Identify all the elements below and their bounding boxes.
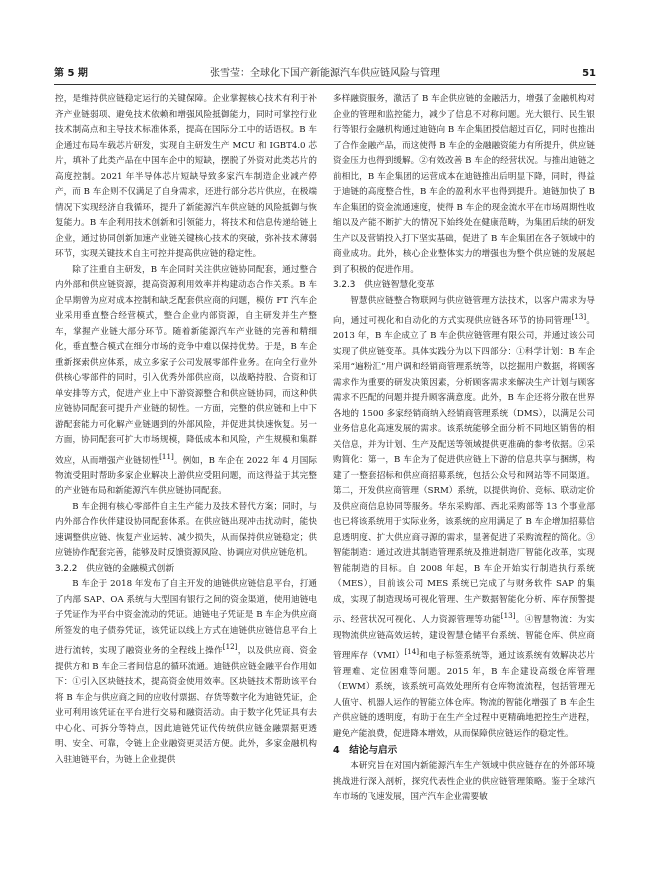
paragraph-text: 和电子标签系统等，通过该系统有效解决芯片管理难、定位困难等问题。2015 年，B 车企建设高级仓库管理（EWM）系统，该系统可高效处理所有仓库物流流程，包括管理无人值守、机器人运作的智能立体仓库。物流的智能化增强了 B 车企生产供应链的透明度，有助于在生产全过程中更精确地把控生产进程，避免产能浪费，促进降本增效，从而保障供应链运作的稳定性。 xyxy=(333,651,595,739)
paragraph xyxy=(55,577,317,768)
citation-ref[interactable]: [11] xyxy=(159,451,174,461)
paragraph: 本研究旨在对国内新能源汽车生产领域中供应链存在的外部环境挑战进行深入剖析，探究代表性企业的供应链管理策略。鉴于全球汽车市场的飞速发展，国产汽车企业需要敏 xyxy=(333,761,595,803)
paragraph: 多样融资服务，激活了 B 车企供应链的金融活力，增强了金融机构对企业的管理和监控能力，减少了信息不对称问题。光大银行、民生银行等银行金融机构通过迪链向 B 车企集团授信超过百亿，同时也推出了合作金融产品，而这使得 B 车企的金融融资能力有所提升，供应链资金压力也得到缓解。②有效改善 B 车企的经营状况。与推出迪链之前相比，B 车企集团的运营成本在迪链推出后明显下降，同时，得益于迪链的高度整合性，B 车企的盈利水平也得到提升。迪链加快了 B 车企集团的资金流通速度，使得 B 车企的现金流水平在市场周期性收缩以及产能不断扩大的情况下始终处在健康范畴，为集团后续的研发生产以及营销投入打下坚实基础，促进了 B 车企集团在各子领域中的商业成功。此外，核心企业整体实力的增强也为整个供应链的发展起到了积极的促进作用。 xyxy=(333,94,595,275)
paragraph-text: 除了注重自主研发，B 车企同时关注供应链协同配套，通过整合内外部和供应链资源，提高资源利用效率并构建动态合作关系。B 车企早期曾为应对成本控制和缺乏配套供应商的问题，模仿 FT 汽车企业采用垂直整合经营模式，整合企业内部资源，自主研发并生产整车，掌握产业链大部分环节。随着新能源汽车产业链的完善和精细化，垂直整合模式在细分市场的竞争中难以保持优势。于是，B 车企重新探索供应体系，成立多家子公司发展零部件业务。在向全行业外供核心零部件的同时，引入优秀外部供应商，以战略持股、合资和订单安排等方式，促进产业上中下游资源整合和供应链协同，而这种供应链协同配套可提升产业链的韧性。一方面，完整的供应链和上中下游配套能力可化解产业链遇到的外部风险，并促进其快速恢复。另一方面，协同配套可扩大市场规模，降低成本和风险，产生规模和集群效应，从而增强产业链韧性 xyxy=(55,264,317,466)
paragraph-text: B 车企于 2018 年发布了自主开发的迪链供应链信息平台，打通了内部 SAP、OA 系统与大型国有银行之间的资金渠道，使用迪链电子凭证作为平台中资金流动的凭证。迪链电子凭证是 B 车企为供应商所签发的电子债券凭证，该凭证以线上方式在迪链供应链信息平台上进行流转，实现了融资业务的全程线上操作 xyxy=(55,579,317,657)
section-heading-3-2-2: 3.2.2 供应链的金融模式创新 xyxy=(55,563,175,574)
citation-ref[interactable]: [14] xyxy=(404,647,420,657)
paragraph-text: ，以及供应商、资金提供方和 B 车企三者间信息的循环流通。迪链供应链金融平台作用如下：①引入区块链技术，提高资金使用效率。区块链技术帮助该平台将 B 车企与供应商之间的应收付票据、存货等数字化为迪链凭证，企业可利用该凭证在平台进行交易和融资活动。由于数字化凭证具有去中心化、可拆分等特点，因此迪链凭证代传统供应链金融票据更透明、安全、可靠，令链上企业融资更灵活方便。此外，多家金融机构入驻迪链平台，为链上企业提供 xyxy=(55,646,317,765)
paragraph: B 车企拥有核心零部件自主生产能力及技术替代方案；同时，与内外部合作伙伴建设协同配套体系。在供应链出现冲击扰动时，能快速调整供应链、恢复产业运转、减少损失，从而保持供应链稳定；供应链协作配套完善，能够及时反馈资源风险、协调应对供应链危机。 xyxy=(55,501,317,559)
citation-ref[interactable]: [13] xyxy=(571,312,587,321)
issue-number: 第 5 期 xyxy=(54,68,88,79)
page-header xyxy=(54,66,596,82)
page-number: 51 xyxy=(582,68,596,79)
paragraph xyxy=(333,294,595,743)
left-column xyxy=(55,92,317,862)
citation-ref[interactable]: [13] xyxy=(500,611,516,621)
section-heading-3-2-3: 3.2.3 供应链智慧化变革 xyxy=(333,280,435,290)
header-rule xyxy=(54,84,596,85)
right-column xyxy=(333,92,595,862)
paragraph: 控，是维持供应链稳定运行的关键保障。企业掌握核心技术有利于补齐产业链弱项、避免技术依赖和增强风险抵御能力，同时可掌控行业技术制高点和主导技术标准体系，提高在国际分工中的话语权。B 车企通过布局车载芯片研发，实现自主研发生产 MCU 和 IGBT4.0 芯片，填补了此类产品在中国车企中的短缺，摆脱了外资对此类芯片的高度控制。2021 年半导体芯片短缺导致多家汽车制造企业减产停产，而 B 车企则不仅满足了自身需求，还进行部分芯片供应，在极端情况下实现经济自我循环，提升了新能源汽车供应链的风险抵御与恢复能力。B 车企利用技术创新和引领能力，将技术和信息传递给链上企业，通过协同创新加速产业链关键核心技术的突破，弥补技术薄弱环节，实现关键技术自主可控并提高供应链的稳定性。 xyxy=(55,94,317,259)
paragraph-text: 。④智慧物流：为实现物流供应链高效运转，建设智慧仓储平台系统、智能仓库、供应商管理库存（VMI） xyxy=(333,615,595,662)
paragraph xyxy=(55,263,317,500)
paragraph-text: 。2013 年，B 车企成立了 B 车企供应链管理有限公司，并通过该公司实现了供应链变革。具体实践分为以下四部分：①科学计划：B 车企采用“遍粉汇”用户调和经销商管理系统等，以挖掘用户数据，将顾客需求作为重要的研发决策因素，分析顾客需求来解决生产计划与顾客需求不匹配的问题并提升顾客满意度。此外，B 车企还将分散在世界各地的 1500 多家经销商纳入经销商管理系统（DMS），以满足公司业务信息化高速发展的需求。该系统能够全面分析不同地区销售的相关信息，并为计划、生产及配送等领域提供更准确的参考依据。②采购简化：第一，B 车企为了促进供应链上下游的信息共享与捆绑，构建了一整套招标和供应商招募系统，包括公众号和网站等不同渠道。第二，开发供应商管理（SRM）系统，以提供询价、竞标、联动定价及供应商信息协同等服务。华东采购部、西北采购部等 13 个事业部也已将该系统用于实际业务，该系统的应用满足了 B 车企增加招募信息透明度、扩大供应商寻源的需求，显著促进了采购流程的简化。③智能制造：通过改进其制造管理系统及推进制造厂智能化改革，实现智能制造的目标。自 2008 年起，B 车企开始实行制造执行系统（MES），目前该公司 MES 系统已完成了与财务软件 SAP 的集成，实现了制造现场可视化管理、生产数据智能化分析、库存预警提示、经营状况可视化、人力资源管理等功能 xyxy=(333,315,595,626)
paragraph-text: 。例如，B 车企在 2022 年 4 月国际物流受阻时帮助多家企业解决上游供应受阻问题，而这得益于其完整的产业链布局和新能源汽车供应链协同配套。 xyxy=(55,455,317,497)
running-title: 张雪莹：全球化下国产新能源汽车供应链风险与管理 xyxy=(210,68,440,79)
paragraph-text: 智慧供应链整合物联网与供应链管理方法技术，以客户需求为导向，通过可视化和自动化的方式实现供应链各环节的协同管理 xyxy=(333,295,595,326)
section-heading-4: 4 结论与启示 xyxy=(333,745,398,757)
citation-ref[interactable]: [12] xyxy=(222,642,238,652)
